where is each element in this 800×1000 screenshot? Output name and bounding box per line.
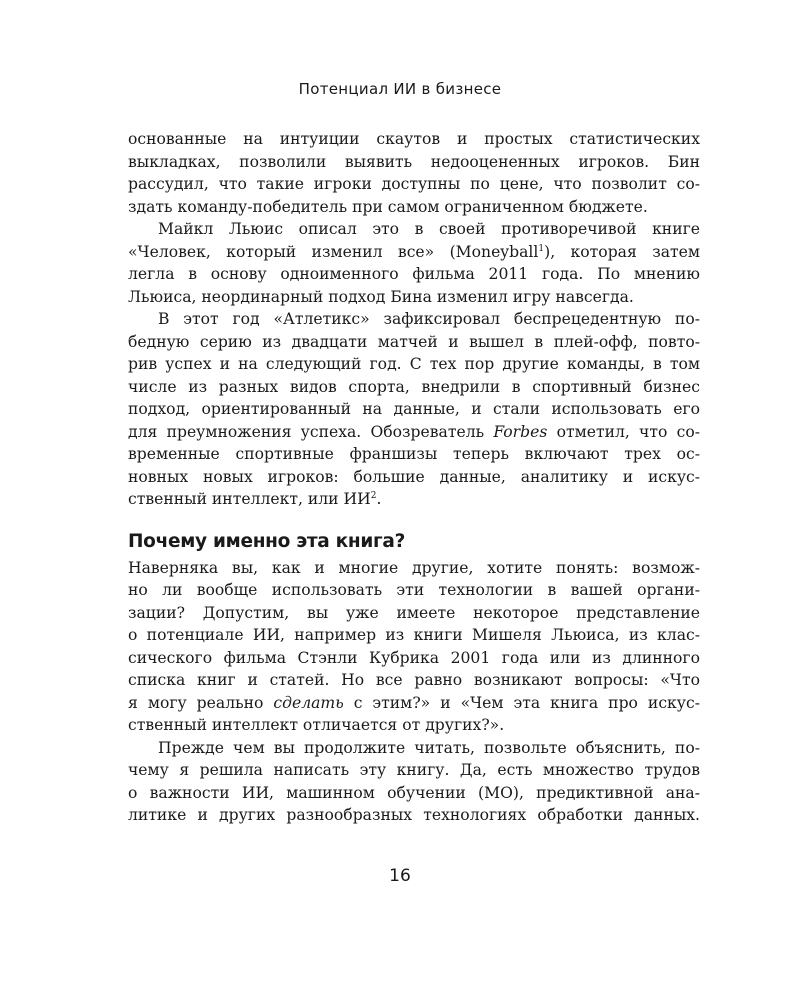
- paragraph: [128, 128, 700, 218]
- section-heading: Почему именно эта книга?: [128, 530, 406, 552]
- text-line: основанные на интуиции скаутов и простых статистических: [128, 130, 700, 148]
- text-line: Прежде чем вы продолжите читать, позвольте объяснить, по-: [158, 738, 700, 757]
- text-line: списка книг и статей. Но все равно возникают вопросы: «Что: [128, 671, 700, 689]
- text-run: отметил, что со-: [547, 422, 700, 441]
- text-line: подход, ориентированный на данные, и стали использовать его: [128, 400, 700, 418]
- text-line: рив успех и на следующий год. С тех пор другие команды, в том: [128, 355, 700, 373]
- text-line: выкладках, позволили выявить недооцененных игроков. Бин: [128, 152, 700, 171]
- text-line: литике и других разнообразных технологиях обработки данных.: [128, 806, 700, 824]
- text-line: временные спортивные франшизы теперь включают трех ос-: [128, 445, 700, 463]
- text-line: сического фильма Стэнли Кубрика 2001 года или из длинного: [128, 648, 700, 667]
- text-run: ственный интеллект, или ИИ: [128, 490, 371, 508]
- page-body: [128, 128, 700, 827]
- text-line: но ли вообще использовать эти технологии в вашей органи-: [128, 581, 700, 599]
- paragraph: [128, 218, 700, 308]
- italic-run: Forbes: [493, 422, 548, 441]
- text-run: для преумножения успеха. Обозреватель: [128, 422, 494, 441]
- text-line: [128, 488, 700, 511]
- text-line: бедную серию из двадцати матчей и вышел в плей-офф, повто-: [128, 332, 700, 351]
- text-run: ), которая затем: [544, 242, 701, 261]
- text-line: о важности ИИ, машинном обучении (МО), предиктивной ана-: [128, 783, 700, 802]
- text-line: В этот год «Атлетикс» зафиксировал беспрецедентную по-: [158, 310, 700, 328]
- paragraph: [128, 737, 700, 827]
- text-line: рассудил, что такие игроки доступны по цене, что позволит со-: [128, 175, 700, 193]
- text-run: с этим?» и «Чем эта книга про искус-: [343, 693, 700, 712]
- text-line: [128, 241, 700, 264]
- text-line: чему я решила написать эту книгу. Да, есть множество трудов: [128, 761, 700, 779]
- running-head: Потенциал ИИ в бизнесе: [298, 80, 502, 98]
- text-line: Льюиса, неординарный подход Бина изменил игру навсегда.: [128, 287, 634, 306]
- text-line: здать команду-победитель при самом ограниченном бюджете.: [128, 197, 648, 216]
- text-line: зации? Допустим, вы уже имеете некоторое представление: [128, 603, 700, 622]
- text-line: ственный интеллект отличается от других?».: [128, 716, 505, 734]
- page-number: 16: [389, 866, 411, 886]
- footnote-ref[interactable]: 2: [370, 491, 377, 501]
- footnote-ref[interactable]: 1: [538, 243, 545, 254]
- paragraph: [128, 308, 700, 511]
- text-line: легла в основу одноименного фильма 2011 года. По мнению: [128, 265, 700, 283]
- text-line: [128, 421, 700, 444]
- text-line: о потенциале ИИ, например из книги Мишеля Льюиса, из клас-: [128, 626, 700, 644]
- paragraph: [128, 557, 700, 737]
- text-run: я могу реально: [128, 693, 274, 712]
- text-line: Майкл Льюис описал это в своей противоречивой книге: [158, 220, 700, 238]
- italic-run: сделать: [273, 693, 344, 712]
- text-run: «Человек, который изменил все» (Moneyball: [128, 242, 539, 261]
- text-line: Наверняка вы, как и многие другие, хотите понять: возмож-: [128, 558, 700, 577]
- text-line: [128, 692, 700, 715]
- text-line: числе из разных видов спорта, внедрили в спортивный бизнес: [128, 377, 700, 396]
- text-line: новных новых игроков: большие данные, аналитику и искус-: [128, 467, 700, 486]
- text-run: .: [376, 490, 382, 508]
